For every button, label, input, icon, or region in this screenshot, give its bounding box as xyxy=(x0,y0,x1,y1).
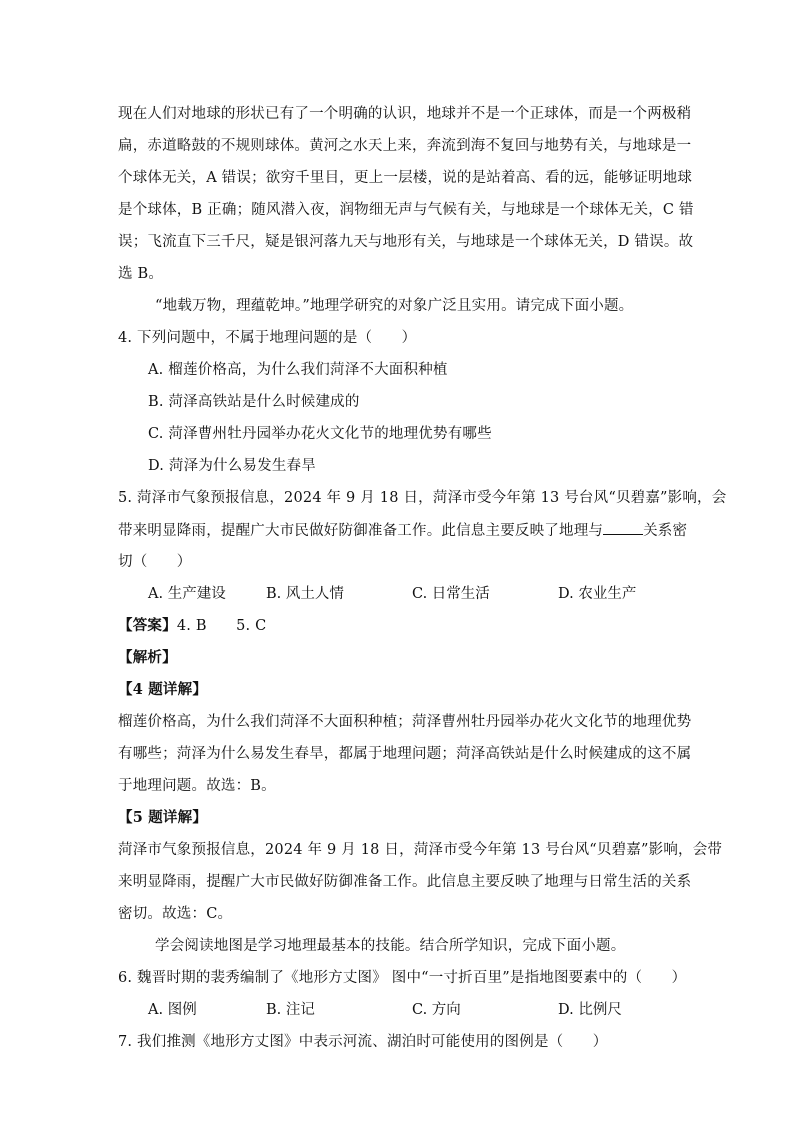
question-6-option-c: C. 方向 xyxy=(412,1002,461,1018)
intro-line-3: 个球体无关，A 错误；欲穷千里目，更上一层楼，说的是站着高、看的远，能够证明地球 xyxy=(118,170,693,186)
answer-blank xyxy=(603,520,643,535)
question-4-option-a: A. 榴莲价格高，为什么我们菏泽不大面积种植 xyxy=(148,362,448,378)
question-6-options xyxy=(148,1000,668,1020)
detail-4-line-1: 榴莲价格高，为什么我们菏泽不大面积种植；菏泽曹州牡丹园举办花火文化节的地理优势 xyxy=(118,714,692,730)
question-6-stem: 6. 魏晋时期的裴秀编制了《地形方丈图》 图中“一寸折百里”是指地图要素中的（ ） xyxy=(118,970,687,986)
question-6-option-a: A. 图例 xyxy=(148,1002,197,1018)
intro-line-4: 是个球体，B 正确；随风潜入夜，润物细无声与气候有关，与地球是一个球体无关，C 错 xyxy=(118,202,694,218)
question-5-option-c: C. 日常生活 xyxy=(412,586,490,602)
detail-5-label: 【5 题详解】 xyxy=(118,809,208,826)
question-5-option-b: B. 风土人情 xyxy=(266,586,344,602)
question-5-options xyxy=(148,584,668,604)
intro-line-1: 现在人们对地球的形状已有了一个明确的认识，地球并不是一个正球体，而是一个两极稍 xyxy=(118,106,692,122)
question-4-option-c: C. 菏泽曹州牡丹园举办花火文化节的地理优势有哪些 xyxy=(148,426,492,442)
detail-4-line-2: 有哪些；菏泽为什么易发生春旱，都属于地理问题；菏泽高铁站是什么时候建成的这不属 xyxy=(118,746,692,762)
question-5-stem-part-a: 带来明显降雨，提醒广大市民做好防御准备工作。此信息主要反映了地理与 xyxy=(118,523,604,539)
question-5-stem-line-3: 切（ ） xyxy=(118,554,192,570)
detail-5-line-1: 菏泽市气象预报信息，2024 年 9 月 18 日，菏泽市受今年第 13 号台风“贝碧嘉”影响，会带 xyxy=(118,842,723,858)
detail-4-line-3: 于地理问题。故选：B。 xyxy=(118,778,276,794)
analysis-label: 【解析】 xyxy=(118,649,177,666)
question-7-stem: 7. 我们推测《地形方丈图》中表示河流、湖泊时可能使用的图例是（ ） xyxy=(118,1034,608,1050)
question-5-stem-line-1: 5. 菏泽市气象预报信息，2024 年 9 月 18 日，菏泽市受今年第 13 号台风“贝碧嘉”影响，会 xyxy=(118,490,727,506)
answer-text: 4. B 5. C xyxy=(176,618,267,634)
passage-1: “地载万物，理蕴乾坤。”地理学研究的对象广泛且实用。请完成下面小题。 xyxy=(155,298,634,314)
question-6-option-b: B. 注记 xyxy=(266,1002,315,1018)
detail-5-line-2: 来明显降雨，提醒广大市民做好防御准备工作。此信息主要反映了地理与日常生活的关系 xyxy=(118,874,692,890)
question-5-stem-part-b: 关系密 xyxy=(643,523,688,539)
intro-line-6: 选 B。 xyxy=(118,266,164,282)
question-5-stem-line-2 xyxy=(118,520,687,541)
answer-row xyxy=(118,616,266,636)
passage-2: 学会阅读地图是学习地理最基本的技能。结合所学知识，完成下面小题。 xyxy=(155,938,626,954)
question-5-option-a: A. 生产建设 xyxy=(148,586,226,602)
answer-label: 【答案】 xyxy=(118,617,177,634)
question-6-option-d: D. 比例尺 xyxy=(558,1002,622,1018)
detail-4-label: 【4 题详解】 xyxy=(118,681,208,698)
intro-line-5: 误；飞流直下三千尺，疑是银河落九天与地形有关，与地球是一个球体无关，D 错误。故 xyxy=(118,234,694,250)
question-5-option-d: D. 农业生产 xyxy=(558,586,637,602)
intro-line-2: 扁，赤道略鼓的不规则球体。黄河之水天上来，奔流到海不复回与地势有关，与地球是一 xyxy=(118,138,692,154)
question-4-option-b: B. 菏泽高铁站是什么时候建成的 xyxy=(148,394,360,410)
question-4-option-d: D. 菏泽为什么易发生春旱 xyxy=(148,458,316,474)
question-4-stem: 4. 下列问题中，不属于地理问题的是（ ） xyxy=(118,330,417,346)
detail-5-line-3: 密切。故选：C。 xyxy=(118,906,233,922)
